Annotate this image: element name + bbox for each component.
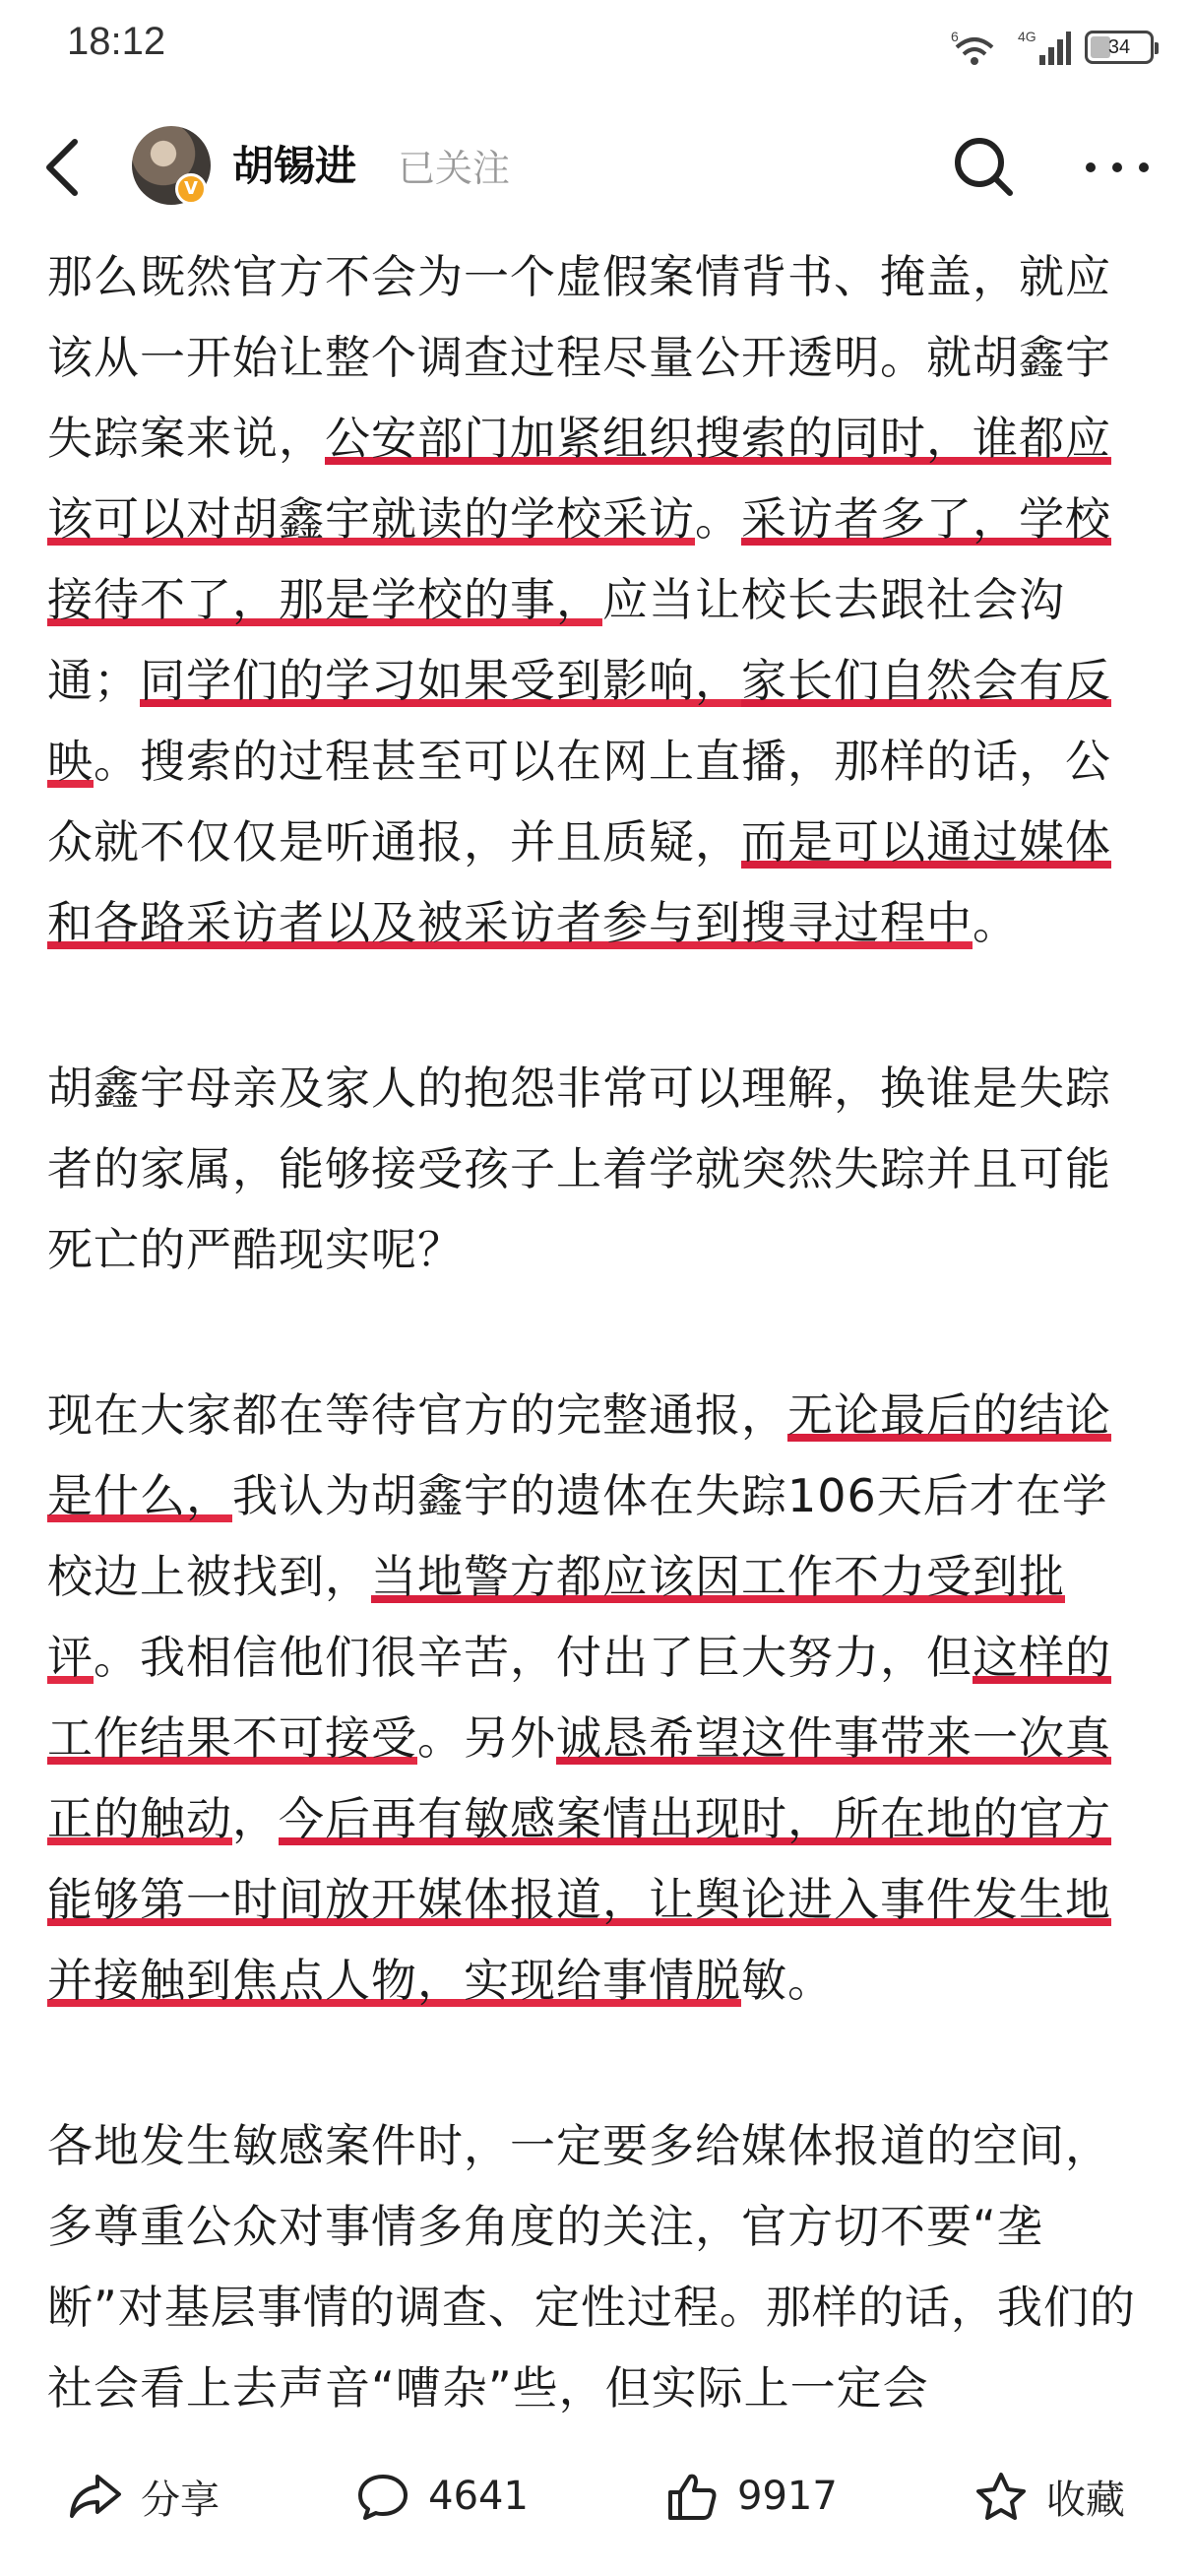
highlighted-text: 公安部门加紧组织搜索的同时，谁都应该可以对胡鑫宇就读的学校采访 — [47, 412, 1111, 546]
favorite-label: 收藏 — [1045, 2477, 1125, 2523]
text-segment: 现在大家都在等待官方的完整通报， — [47, 1388, 787, 1442]
status-icons — [947, 26, 1154, 69]
text-segment: 。 — [973, 896, 1019, 949]
status-bar — [0, 0, 1193, 98]
wifi-badge: 6 — [951, 29, 959, 44]
battery-indicator — [1085, 31, 1154, 64]
follow-status[interactable]: 已关注 — [398, 147, 511, 190]
text-segment: 那么既然官方不会为一个虚假案情背书、掩盖，就应该从一开始让整个调查过程尽量公开透明。就胡鑫宇失踪案来说， — [47, 250, 1111, 465]
star-icon — [973, 2471, 1029, 2522]
article-paragraph — [47, 1048, 1154, 1290]
highlighted-text: 诚恳希望这件事带来一次真正的触动 — [47, 1711, 1111, 1845]
article-content — [47, 236, 1154, 2415]
battery-fill — [1091, 36, 1110, 58]
more-button[interactable] — [1073, 128, 1162, 207]
article-paragraph — [47, 1375, 1154, 2021]
share-icon — [68, 2471, 123, 2522]
highlighted-text: 而是可以通过媒体和各路采访者以及被采访者参与到搜寻过程中 — [47, 815, 1111, 949]
text-segment: 。搜索的过程甚至可以在网上直播，那样的话，公众就不仅仅是听通报，并且质疑， — [47, 735, 1111, 869]
article-paragraph — [47, 2105, 1154, 2428]
highlighted-text: 无论最后的结论是什么， — [47, 1388, 1111, 1522]
search-icon — [945, 128, 1024, 207]
highlighted-text: 家长们自然会有反映 — [47, 654, 1111, 788]
thumbs-up-icon — [664, 2471, 720, 2522]
like-button[interactable] — [664, 2471, 838, 2522]
text-segment: ， — [232, 1792, 279, 1845]
back-button[interactable] — [30, 128, 98, 207]
text-segment: 敏。 — [741, 1954, 834, 2007]
network-type: 4G — [1018, 29, 1036, 44]
comment-count: 4641 — [428, 2474, 529, 2519]
text-segment: 。我相信他们很辛苦，付出了巨大努力，但 — [94, 1631, 973, 1684]
like-count: 9917 — [737, 2474, 838, 2519]
wifi-icon — [947, 28, 1002, 67]
cellular-signal-icon — [1016, 28, 1071, 67]
verified-badge-icon: V — [175, 173, 207, 205]
text-segment: 应当让校长去跟社会沟通； — [47, 573, 1065, 707]
text-segment: 胡鑫宇母亲及家人的抱怨非常可以理解，换谁是失踪者的家属，能够接受孩子上着学就突然失踪并且可能死亡的严酷现实呢？ — [47, 1062, 1111, 1276]
share-button[interactable] — [68, 2469, 220, 2525]
status-time: 18:12 — [67, 20, 166, 63]
author-name[interactable]: 胡锡进 — [232, 142, 357, 190]
highlighted-text: 同学们的学习如果受到影响， — [140, 654, 741, 707]
search-button[interactable] — [945, 128, 1024, 207]
comment-button[interactable] — [355, 2471, 529, 2522]
text-segment: 。另外 — [417, 1711, 556, 1765]
bottom-action-bar — [0, 2432, 1193, 2560]
highlighted-text: 当地警方都应该因工作不力受到批评 — [47, 1550, 1065, 1684]
highlighted-text: 这样的工作结果不可接受 — [47, 1631, 1111, 1765]
battery-level: 34 — [1107, 36, 1131, 58]
article-paragraph — [47, 236, 1154, 963]
text-segment: 我认为胡鑫宇的遗体在失踪106天后才在学校边上被找到， — [47, 1469, 1108, 1603]
top-nav-bar — [0, 108, 1193, 226]
share-label: 分享 — [141, 2477, 220, 2523]
highlighted-text: 今后再有敏感案情出现时，所在地的官方能够第一时间放开媒体报道，让舆论进入事件发生地并接触到焦点人物，实现给事情脱 — [47, 1792, 1111, 2007]
highlighted-text: 采访者多了，学校接待不了，那是学校的事， — [47, 492, 1111, 626]
favorite-button[interactable] — [973, 2469, 1125, 2525]
text-segment: 。 — [695, 492, 741, 546]
back-arrow-icon — [30, 128, 98, 207]
comment-icon — [355, 2471, 410, 2522]
text-segment: 各地发生敏感案件时，一定要多给媒体报道的空间，多尊重公众对事情多角度的关注，官方切不要“垄断”对基层事情的调查、定性过程。那样的话，我们的社会看上去声音“嘈杂”些，但实际上一定会 — [47, 2119, 1136, 2415]
more-dots-icon — [1073, 128, 1162, 207]
